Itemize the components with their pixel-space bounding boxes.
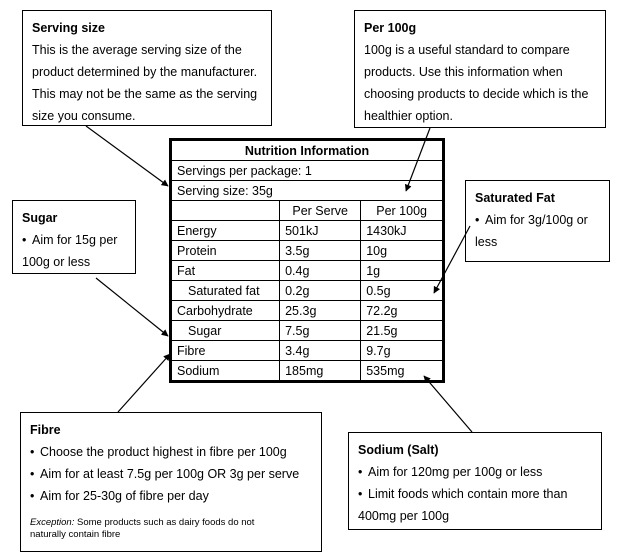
per-serve-value: 0.4g	[280, 261, 361, 281]
per-100g-value: 21.5g	[361, 321, 444, 341]
per-100g-value: 10g	[361, 241, 444, 261]
callout-text: 100g is a useful standard to compare	[364, 43, 570, 57]
callout-bullet-item	[30, 485, 313, 507]
table-row	[171, 301, 444, 321]
callout-text: Aim for 120mg per 100g or less	[368, 465, 543, 479]
table-row	[171, 161, 444, 181]
nutrient-name: Protein	[171, 241, 280, 261]
callout-text: 400mg per 100g	[358, 509, 450, 523]
callout-text: Aim for at least 7.5g per 100g OR 3g per serve	[40, 467, 300, 481]
empty-header-cell	[171, 201, 280, 221]
callout-text: Aim for 3g/100g or	[485, 213, 588, 227]
per-serve-value: 185mg	[280, 361, 361, 382]
per-100g-value: 72.2g	[361, 301, 444, 321]
exception-label: Exception:	[30, 517, 75, 528]
per-serve-value: 0.2g	[280, 281, 361, 301]
nutrient-name: Carbohydrate	[171, 301, 280, 321]
callout-text: choosing products to decide which is the	[364, 87, 589, 101]
exception-text: Some products such as dairy foods do not	[74, 517, 255, 528]
table-row	[171, 241, 444, 261]
table-row	[171, 181, 444, 201]
callout-text: Choose the product highest in fibre per 100g	[40, 445, 287, 459]
callout-text: Aim for 15g per	[32, 233, 118, 247]
callout-fibre	[20, 412, 322, 552]
exception-text: naturally contain fibre	[30, 529, 121, 540]
callout-bullet-item	[30, 441, 313, 463]
callout-title: Serving size	[32, 21, 105, 35]
nutrient-name: Fat	[171, 261, 280, 281]
table-row	[171, 321, 444, 341]
column-header-per-serve: Per Serve	[280, 201, 361, 221]
callout-bullet-item	[358, 461, 593, 483]
nutrient-name: Sugar	[171, 321, 280, 341]
servings-per-package: Servings per package: 1	[171, 161, 444, 181]
arrow-sodium	[424, 376, 472, 432]
nutrient-name: Fibre	[171, 341, 280, 361]
arrow-sugar	[96, 278, 168, 336]
nutrient-name: Saturated fat	[171, 281, 280, 301]
nutrition-information-table	[169, 138, 445, 383]
callout-bullet-item	[22, 229, 127, 251]
serving-size: Serving size: 35g	[171, 181, 444, 201]
callout-sugar	[12, 200, 136, 274]
bullet-icon: •	[358, 465, 363, 479]
callout-text: size you consume.	[32, 109, 136, 123]
per-serve-value: 3.5g	[280, 241, 361, 261]
callout-bullet-item	[30, 463, 313, 485]
callout-text: This is the average serving size of the	[32, 43, 242, 57]
per-100g-value: 535mg	[361, 361, 444, 382]
per-100g-value: 1430kJ	[361, 221, 444, 241]
callout-text: This may not be the same as the serving	[32, 87, 258, 101]
table-row	[171, 341, 444, 361]
table-title: Nutrition Information	[171, 140, 444, 161]
arrow-serving-size	[86, 126, 168, 186]
callout-text: healthier option.	[364, 109, 453, 123]
callout-title: Sodium (Salt)	[358, 443, 439, 457]
per-100g-value: 0.5g	[361, 281, 444, 301]
per-100g-value: 9.7g	[361, 341, 444, 361]
bullet-icon: •	[22, 233, 27, 247]
callout-per-100g	[354, 10, 606, 128]
callout-saturated-fat	[465, 180, 610, 262]
callout-text: Aim for 25-30g of fibre per day	[40, 489, 209, 503]
callout-text: Limit foods which contain more than	[368, 487, 568, 501]
callout-title: Fibre	[30, 423, 61, 437]
table-row	[171, 221, 444, 241]
bullet-icon: •	[30, 445, 35, 459]
table-row	[171, 281, 444, 301]
column-header-per-100g: Per 100g	[361, 201, 444, 221]
callout-sodium	[348, 432, 602, 530]
table-row	[171, 261, 444, 281]
arrow-fibre	[118, 354, 170, 412]
per-100g-value: 1g	[361, 261, 444, 281]
per-serve-value: 3.4g	[280, 341, 361, 361]
per-serve-value: 7.5g	[280, 321, 361, 341]
callout-text: less	[475, 235, 498, 249]
callout-bullet-item	[475, 209, 601, 231]
callout-text: products. Use this information when	[364, 65, 563, 79]
callout-title: Sugar	[22, 211, 58, 225]
bullet-icon: •	[475, 213, 480, 227]
table-title-row	[171, 140, 444, 161]
bullet-icon: •	[358, 487, 363, 501]
exception-note	[30, 517, 313, 541]
callout-bullet-item	[358, 483, 593, 505]
table-row	[171, 361, 444, 382]
callout-serving-size	[22, 10, 272, 126]
callout-text: 100g or less	[22, 255, 91, 269]
callout-title: Saturated Fat	[475, 191, 555, 205]
callout-text: product determined by the manufacturer.	[32, 65, 258, 79]
per-serve-value: 501kJ	[280, 221, 361, 241]
bullet-icon: •	[30, 489, 35, 503]
bullet-icon: •	[30, 467, 35, 481]
nutrient-name: Energy	[171, 221, 280, 241]
table-header-row	[171, 201, 444, 221]
callout-title: Per 100g	[364, 21, 417, 35]
per-serve-value: 25.3g	[280, 301, 361, 321]
nutrient-name: Sodium	[171, 361, 280, 382]
